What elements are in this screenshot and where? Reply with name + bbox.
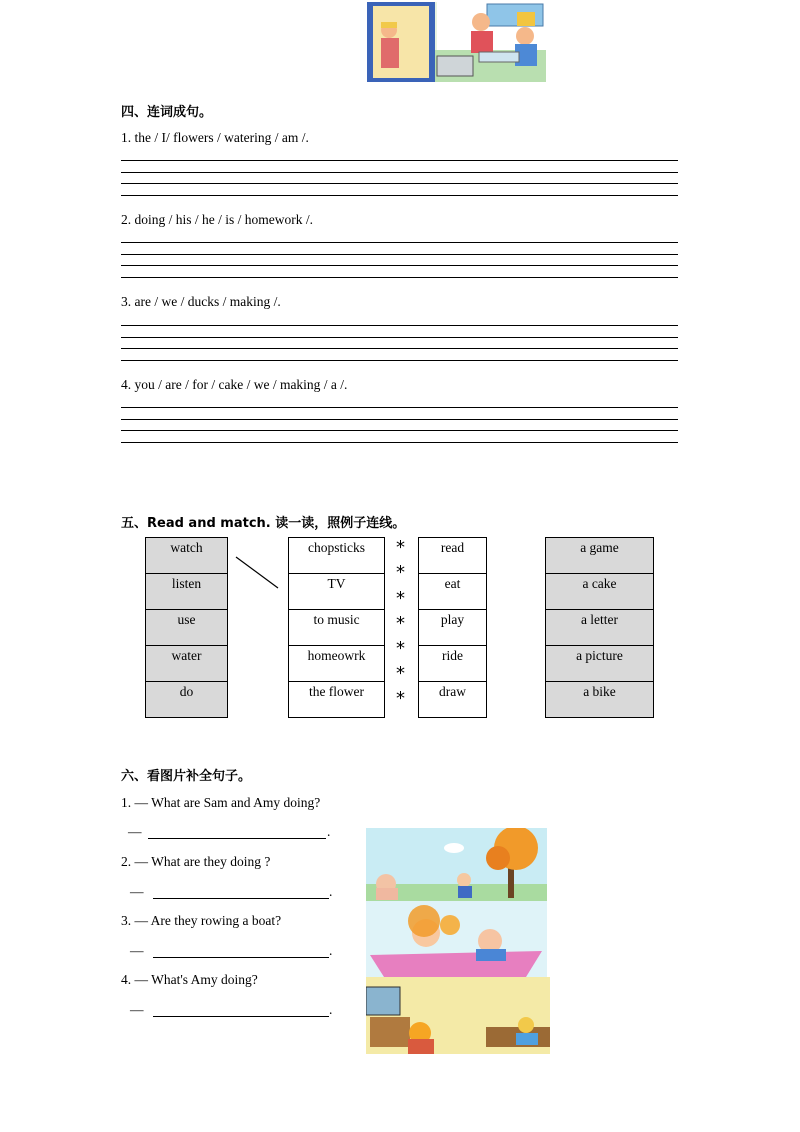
boat-illustration xyxy=(366,901,547,977)
star-marker: * xyxy=(396,588,405,609)
answer-line xyxy=(121,160,678,161)
match-cell[interactable]: a bike xyxy=(546,682,654,718)
answer-line xyxy=(121,195,678,196)
star-marker: * xyxy=(396,562,405,583)
answer-line xyxy=(121,337,678,338)
verb-column-1 xyxy=(145,537,228,718)
answer-line xyxy=(121,183,678,184)
answer-period: . xyxy=(329,943,333,958)
answer-line xyxy=(121,325,678,326)
match-cell[interactable]: ride xyxy=(419,646,487,682)
star-marker: * xyxy=(396,688,405,709)
match-cell[interactable]: the flower xyxy=(289,682,385,718)
section-title: 五、Read and match. 读一读，照例子连线。 xyxy=(121,516,406,531)
classroom-illustration xyxy=(366,977,550,1054)
question-text: 4. — What's Amy doing? xyxy=(121,972,258,987)
question-text: 3. — Are they rowing a boat? xyxy=(121,913,282,928)
answer-line xyxy=(121,348,678,349)
kitchen-illustration xyxy=(367,2,546,82)
match-cell[interactable]: a game xyxy=(546,538,654,574)
answer-blank[interactable] xyxy=(153,1016,329,1017)
question-text: 2. — What are they doing ? xyxy=(121,854,271,869)
match-cell[interactable]: a cake xyxy=(546,574,654,610)
match-cell[interactable]: draw xyxy=(419,682,487,718)
match-cell[interactable]: chopsticks xyxy=(289,538,385,574)
question-text: 2. doing / his / he / is / homework /. xyxy=(121,212,313,227)
question-text: 4. you / are / for / cake / we / making / a /. xyxy=(121,377,348,392)
star-marker: * xyxy=(396,613,405,634)
answer-period: . xyxy=(329,1002,333,1017)
question-text: 1. — What are Sam and Amy doing? xyxy=(121,795,321,810)
answer-blank[interactable] xyxy=(153,957,329,958)
answer-line xyxy=(121,407,678,408)
answer-dash: — xyxy=(128,824,142,839)
answer-period: . xyxy=(327,824,331,839)
answer-line xyxy=(121,172,678,173)
answer-blank[interactable] xyxy=(153,898,329,899)
answer-line xyxy=(121,277,678,278)
section-title: 六、看图片补全句子。 xyxy=(121,769,252,784)
answer-dash: — xyxy=(130,943,144,958)
match-cell[interactable]: watch xyxy=(146,538,228,574)
question-text: 3. are / we / ducks / making /. xyxy=(121,294,281,309)
star-marker: * xyxy=(396,638,405,659)
match-cell[interactable]: TV xyxy=(289,574,385,610)
match-cell[interactable]: a picture xyxy=(546,646,654,682)
object-column-4 xyxy=(545,537,654,718)
section-title: 四、连词成句。 xyxy=(121,105,213,120)
answer-line xyxy=(121,360,678,361)
verb-column-3 xyxy=(418,537,487,718)
star-marker: * xyxy=(396,537,405,558)
match-cell[interactable]: homeowrk xyxy=(289,646,385,682)
match-cell[interactable]: listen xyxy=(146,574,228,610)
match-cell[interactable]: do xyxy=(146,682,228,718)
star-marker: * xyxy=(396,663,405,684)
answer-line xyxy=(121,254,678,255)
match-cell[interactable]: a letter xyxy=(546,610,654,646)
answer-line xyxy=(121,442,678,443)
answer-dash: — xyxy=(130,884,144,899)
answer-dash: — xyxy=(130,1002,144,1017)
answer-line xyxy=(121,430,678,431)
match-cell[interactable]: to music xyxy=(289,610,385,646)
question-text: 1. the / I/ flowers / watering / am /. xyxy=(121,130,309,145)
answer-line xyxy=(121,419,678,420)
match-cell[interactable]: water xyxy=(146,646,228,682)
object-column-2 xyxy=(288,537,385,718)
answer-line xyxy=(121,265,678,266)
answer-period: . xyxy=(329,884,333,899)
match-cell[interactable]: eat xyxy=(419,574,487,610)
match-cell[interactable]: use xyxy=(146,610,228,646)
match-cell[interactable]: play xyxy=(419,610,487,646)
answer-line xyxy=(121,242,678,243)
park-illustration xyxy=(366,828,547,901)
match-cell[interactable]: read xyxy=(419,538,487,574)
answer-blank[interactable] xyxy=(148,838,326,839)
example-match-line xyxy=(234,555,282,591)
